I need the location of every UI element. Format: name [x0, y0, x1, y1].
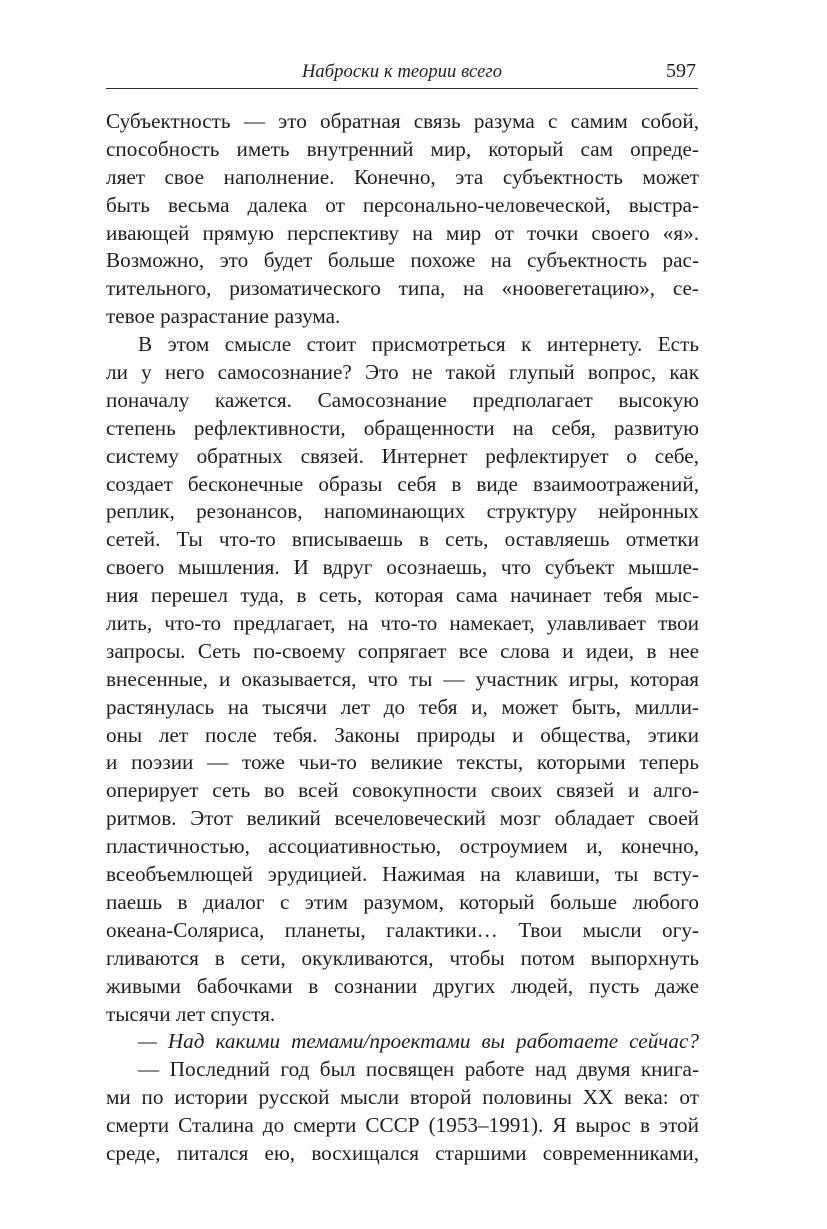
text-line: способность иметь внутренний мир, который сам опреде-: [106, 136, 699, 161]
text-line: В этом смысле стоит присмотреться к интернету. Есть: [138, 332, 699, 357]
text-line: ляет свое наполнение. Конечно, эта субъектность может: [106, 164, 699, 189]
text-line: ли у него самосознание? Это не такой глупый вопрос, как: [106, 360, 699, 385]
text-line: тительного, ризоматического типа, на «ноовегетацию», се-: [106, 276, 699, 301]
text-line: систему обратных связей. Интернет рефлектирует о себе,: [106, 443, 699, 468]
text-line: Возможно, это будет больше похоже на субъектность рас-: [106, 248, 699, 273]
text-line: паешь в диалог с этим разумом, который больше любого: [106, 889, 699, 914]
text-line: тысячи лет спустя.: [106, 1001, 276, 1026]
text-line: пластичностью, ассоциативностью, остроумием и, конечно,: [106, 834, 699, 859]
text-line: создает бесконечные образы себя в виде взаимоотражений,: [106, 471, 699, 496]
text-line: оны лет после тебя. Законы природы и общества, этики: [106, 722, 699, 747]
text-line: смерти Сталина до смерти СССР (1953–1991). Я вырос в этой: [106, 1113, 699, 1138]
body-text: [106, 108, 699, 1168]
text-line: своего мышления. И вдруг осознаешь, что субъект мышле-: [106, 555, 699, 580]
text-line: внесенные, и оказывается, что ты — участник игры, которая: [106, 666, 699, 691]
text-line: лить, что-то предлагает, на что-то намекает, улавливает твои: [106, 611, 699, 636]
text-line: океана-Соляриса, планеты, галактики… Твои мысли огу-: [106, 917, 699, 942]
page-number: 597: [666, 60, 696, 82]
text-line: тевое разрастание разума.: [106, 304, 341, 329]
text-line: гливаются в сети, окукливаются, чтобы потом выпорхнуть: [106, 945, 699, 970]
text-line: степень рефлективности, обращенности на себя, развитую: [106, 415, 699, 440]
text-line: сетей. Ты что-то вписываешь в сеть, оставляешь отметки: [106, 527, 699, 552]
text-line: живыми бабочками в сознании других людей, пусть даже: [106, 973, 699, 998]
text-line: быть весьма далека от персонально-человеческой, выстра-: [106, 192, 699, 217]
text-line: оперирует сеть во всей совокупности своих связей и алго-: [106, 778, 699, 803]
text-line: поначалу кажется. Самосознание предполагает высокую: [106, 387, 699, 412]
text-line: ния перешел туда, в сеть, которая сама начинает тебя мыс-: [106, 583, 699, 608]
text-line: среде, питался ею, восхищался старшими современниками,: [106, 1140, 699, 1165]
text-line: реплик, резонансов, напоминающих структуру нейронных: [106, 499, 699, 524]
question-line: — Над какими темами/проектами вы работаете сейчас?: [138, 1029, 699, 1054]
text-line: Субъектность — это обратная связь разума с самим собой,: [106, 109, 699, 133]
text-line: запросы. Сеть по-своему сопрягает все слова и идеи, в нее: [106, 638, 699, 663]
running-title: Наброски к теории всего: [301, 62, 503, 82]
text-line: ритмов. Этот великий всечеловеческий мозг обладает своей: [106, 806, 699, 831]
text-line: ми по истории русской мысли второй половины XX века: от: [106, 1085, 699, 1110]
text-line: всеобъемлющей эрудицией. Нажимая на клавиши, ты всту-: [106, 862, 699, 887]
text-line: и поэзии — тоже чьи-то великие тексты, которыми теперь: [106, 750, 699, 775]
text-line: — Последний год был посвящен работе над двумя книга-: [138, 1057, 699, 1082]
text-line: растянулась на тысячи лет до тебя и, может быть, милли-: [106, 694, 699, 719]
text-line: ивающей прямую перспективу на мир от точки своего «я».: [106, 220, 699, 245]
running-header: [106, 58, 698, 89]
